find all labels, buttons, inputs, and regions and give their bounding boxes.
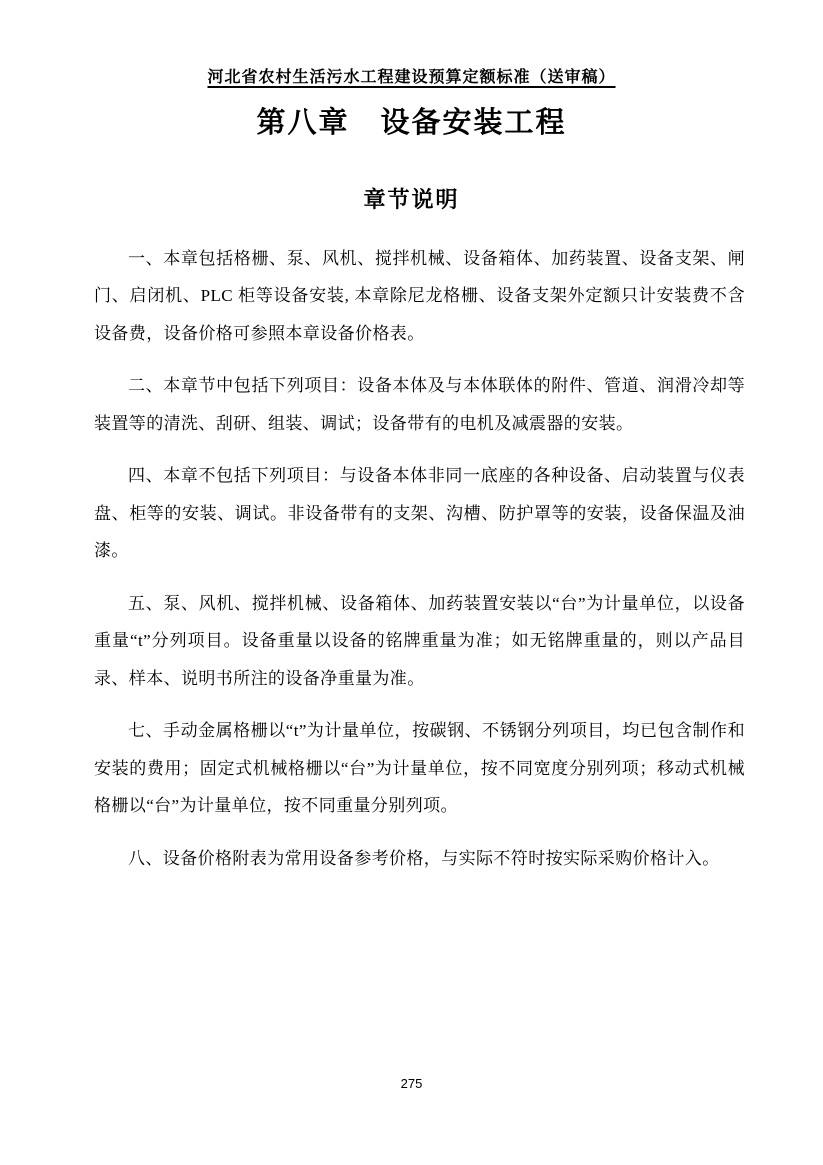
running-header-text: 河北省农村生活污水工程建设预算定额标准（送审稿） — [207, 69, 616, 86]
paragraph-5: 七、手动金属格栅以“t”为计量单位，按碳钢、不锈钢分列项目，均已包含制作和安装的费用；固定式机械格栅以“台”为计量单位，按不同宽度分别列项；移动式机械格栅以“台”为计量单位，按不同重量分别列项。 — [94, 721, 745, 816]
page-number: 275 — [400, 1076, 423, 1091]
paragraph-6: 八、设备价格附表为常用设备参考价格，与实际不符时按实际采购价格计入。 — [128, 848, 720, 868]
chapter-title: 第八章 设备安装工程 — [256, 107, 567, 139]
paragraph-1: 一、本章包括格栅、泵、风机、搅拌机械、设备箱体、加药装置、设备支架、闸门、启闭机、PLC 柜等设备安装, 本章除尼龙格栅、设备支架外定额只计安装费不含设备费，设备价格可参照本章设备价格表。 — [94, 248, 745, 343]
paragraph-4: 五、泵、风机、搅拌机械、设备箱体、加药装置安装以“台”为计量单位，以设备重量“t”分列项目。设备重量以设备的铭牌重量为准；如无铭牌重量的，则以产品目录、样本、说明书所注的设备净重量为准。 — [94, 593, 745, 688]
body-content — [94, 240, 745, 878]
paragraph-3: 四、本章不包括下列项目：与设备本体非同一底座的各种设备、启动装置与仪表盘、柜等的安装、调试。非设备带有的支架、沟槽、防护罩等的安装，设备保温及油漆。 — [94, 466, 745, 561]
running-header — [0, 0, 823, 87]
paragraph-2: 二、本章节中包括下列项目：设备本体及与本体联体的附件、管道、润滑冷却等装置等的清洗、刮研、组装、调试；设备带有的电机及减震器的安装。 — [94, 376, 745, 433]
section-title: 章节说明 — [363, 187, 460, 213]
